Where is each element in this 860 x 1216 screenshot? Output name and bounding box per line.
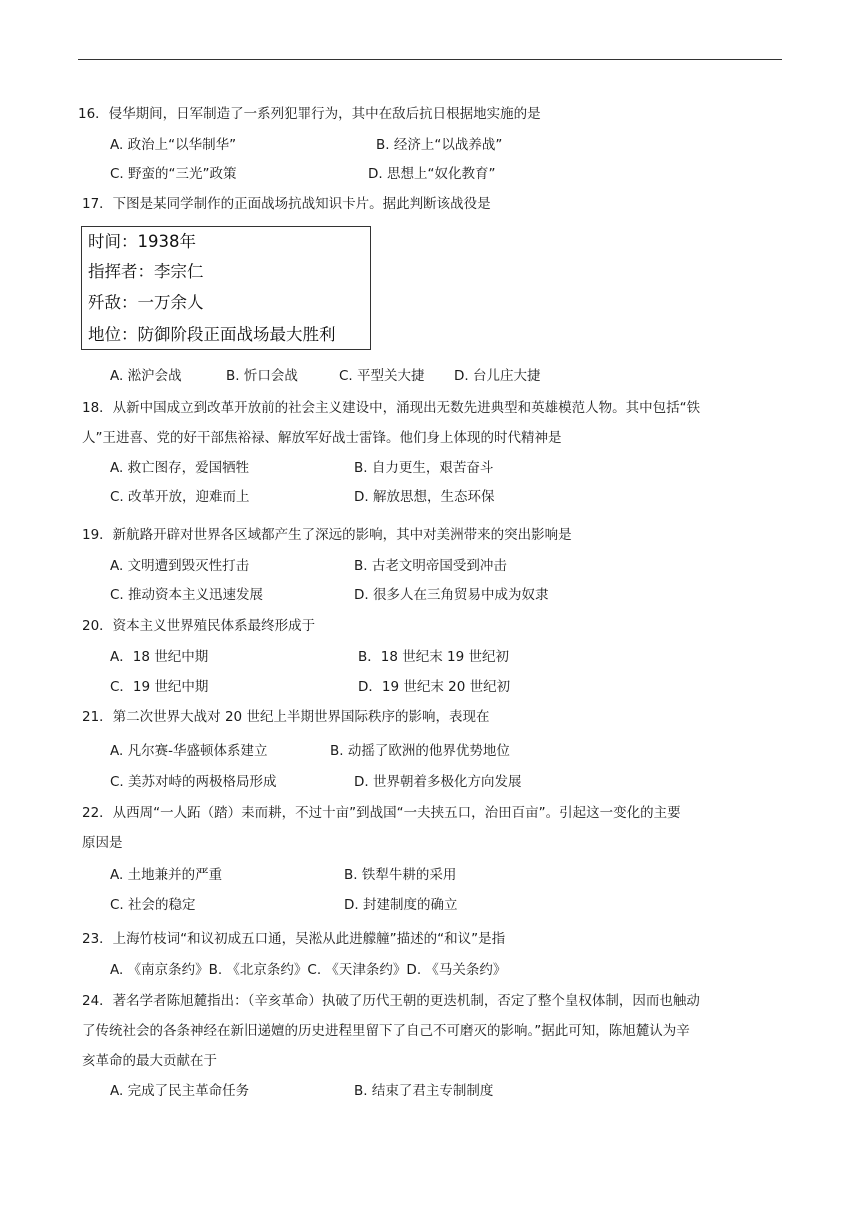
q19-option-b: B. 古老文明帝国受到冲击 [354, 558, 507, 574]
q24-stem-line1: 24．著名学者陈旭麓指出：（辛亥革命）执破了历代王朝的更迭机制，否定了整个皇权体制，因而也触动 [82, 993, 700, 1009]
q22-option-b: B. 铁犁牛耕的采用 [344, 867, 457, 883]
q20-option-a: A．18 世纪中期 [110, 649, 209, 665]
q21-option-a: A. 凡尔赛-华盛顿体系建立 [110, 743, 268, 759]
q20-option-d: D．19 世纪末 20 世纪初 [358, 679, 511, 695]
q17-option-a: A. 淞沪会战 [110, 368, 182, 384]
q17-stem: 17．下图是某同学制作的正面战场抗战知识卡片。据此判断该战役是 [82, 196, 491, 212]
q18-option-a: A. 救亡图存，爱国牺牲 [110, 460, 250, 476]
q16-option-c: C. 野蛮的“三光”政策 [110, 166, 237, 182]
q24-option-a: A. 完成了民主革命任务 [110, 1083, 250, 1099]
q21-stem: 21．第二次世界大战对 20 世纪上半期世界国际秩序的影响，表现在 [82, 709, 490, 725]
q18-stem-line2: 人”王进喜、党的好干部焦裕禄、解放军好战士雷锋。他们身上体现的时代精神是 [82, 430, 562, 446]
q17-option-d: D. 台儿庄大捷 [454, 368, 541, 384]
q22-option-a: A. 土地兼并的严重 [110, 867, 223, 883]
q17-option-c: C. 平型关大捷 [339, 368, 425, 384]
q23-stem: 23．上海竹枝词“和议初成五口通，吴淞从此进艨艟”描述的“和议”是指 [82, 931, 506, 947]
q16-option-a: A. 政治上“以华制华” [110, 137, 237, 153]
q19-option-d: D. 很多人在三角贸易中成为奴隶 [354, 587, 549, 603]
card-kills: 歼敌：一万余人 [88, 293, 204, 312]
q18-option-c: C. 改革开放，迎难而上 [110, 489, 250, 505]
q24-stem-line2: 了传统社会的各条神经在新旧递嬗的历史进程里留下了自己不可磨灭的影响。”据此可知，陈旭麓认为辛 [82, 1023, 690, 1039]
q21-option-d: D. 世界朝着多极化方向发展 [354, 774, 522, 790]
q20-stem: 20．资本主义世界殖民体系最终形成于 [82, 618, 316, 634]
q19-option-a: A. 文明遭到毁灭性打击 [110, 558, 250, 574]
header-rule [78, 59, 782, 60]
q24-option-b: B. 结束了君主专制制度 [354, 1083, 494, 1099]
q21-option-b: B. 动摇了欧洲的他界优势地位 [330, 743, 510, 759]
card-status: 地位：防御阶段正面战场最大胜利 [88, 325, 336, 344]
q16-stem: 16．侵华期间，日军制造了一系列犯罪行为，其中在敌后抗日根据地实施的是 [78, 106, 541, 122]
q19-stem: 19．新航路开辟对世界各区域都产生了深远的影响，其中对美洲带来的突出影响是 [82, 527, 572, 543]
q19-option-c: C. 推动资本主义迅速发展 [110, 587, 264, 603]
q22-option-d: D. 封建制度的确立 [344, 897, 458, 913]
q18-stem-line1: 18．从新中国成立到改革开放前的社会主义建设中，涌现出无数先进典型和英雄模范人物。其中包括“铁 [82, 400, 701, 416]
q21-option-c: C. 美苏对峙的两极格局形成 [110, 774, 277, 790]
q22-stem-line2: 原因是 [82, 835, 123, 851]
card-commander: 指挥者：李宗仁 [88, 262, 204, 281]
q16-option-b: B. 经济上“以战养战” [376, 137, 503, 153]
q20-option-c: C．19 世纪中期 [110, 679, 209, 695]
q22-option-c: C. 社会的稳定 [110, 897, 196, 913]
q22-stem-line1: 22．从西周“一人跖（踏）耒而耕，不过十亩”到战国“一夫挟五口，治田百亩”。引起这一变化的主要 [82, 805, 681, 821]
knowledge-card [81, 226, 371, 350]
q20-option-b: B．18 世纪末 19 世纪初 [358, 649, 509, 665]
q16-option-d: D. 思想上“奴化教育” [368, 166, 496, 182]
q18-option-d: D. 解放思想，生态环保 [354, 489, 495, 505]
q23-options: A. 《南京条约》B. 《北京条约》C. 《天津条约》D. 《马关条约》 [110, 962, 507, 978]
q24-stem-line3: 亥革命的最大贡献在于 [82, 1053, 217, 1069]
card-time: 时间：1938年 [88, 232, 196, 251]
q17-option-b: B. 忻口会战 [226, 368, 298, 384]
q18-option-b: B. 自力更生，艰苦奋斗 [354, 460, 494, 476]
